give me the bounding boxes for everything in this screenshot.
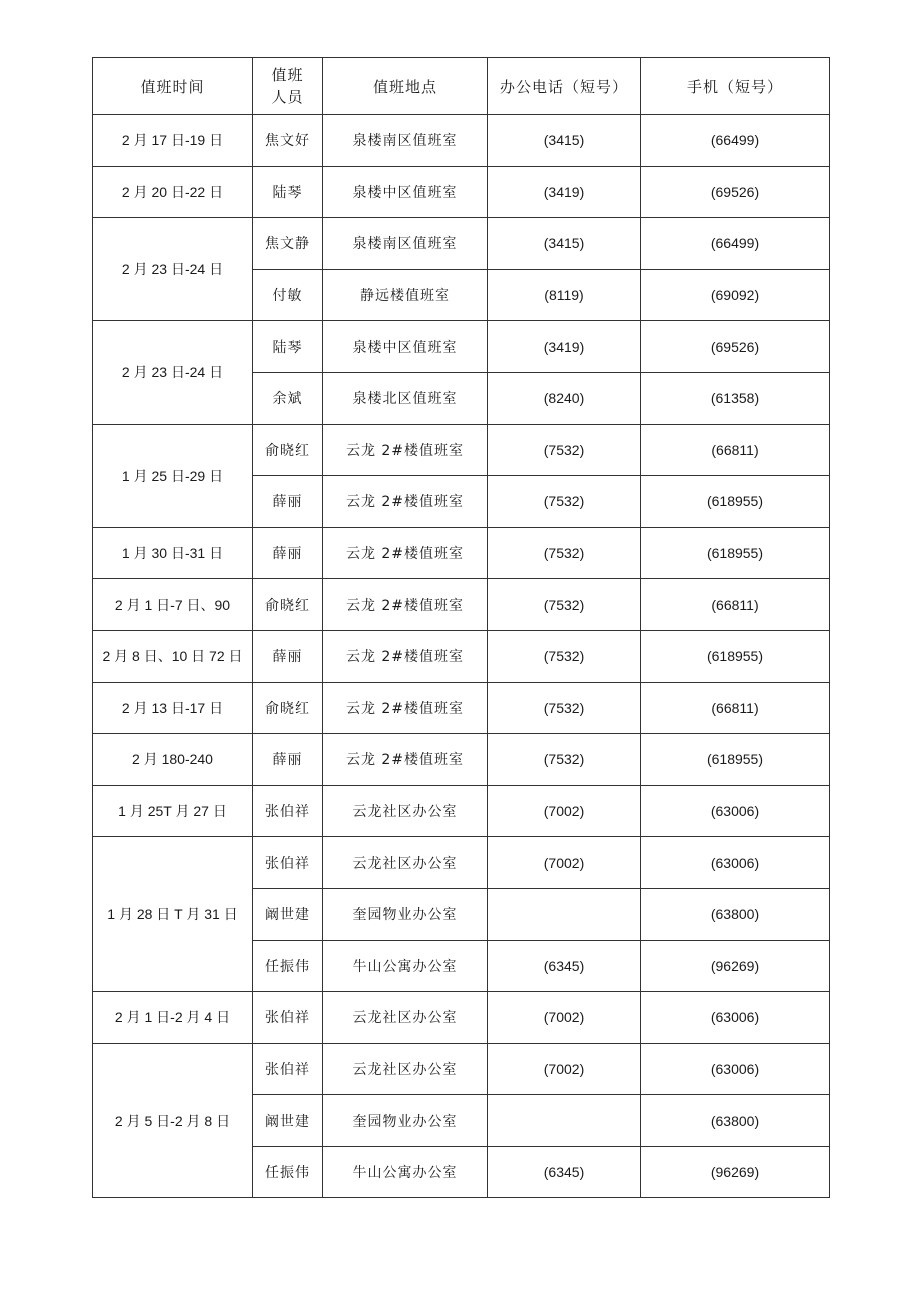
duty-location-cell: 云龙 2#楼值班室: [323, 682, 488, 734]
duty-location-cell: 云龙 2#楼值班室: [323, 527, 488, 579]
table-row: [93, 321, 830, 373]
table-row: [93, 682, 830, 734]
duty-time-cell: 2 月 1 日-7 日、90: [93, 579, 253, 631]
table-row: [93, 424, 830, 476]
duty-person-cell: 张伯祥: [253, 785, 323, 837]
duty-time-cell: 1 月 30 日-31 日: [93, 527, 253, 579]
office-phone-cell: (6345): [488, 1146, 641, 1198]
duty-location-cell: 泉楼中区值班室: [323, 321, 488, 373]
duty-location-cell: 牛山公寓办公室: [323, 940, 488, 992]
duty-location-cell: 奎园物业办公室: [323, 1095, 488, 1147]
mobile-cell: (66811): [641, 579, 830, 631]
duty-location-cell: 云龙社区办公室: [323, 785, 488, 837]
duty-location-cell: 泉楼北区值班室: [323, 372, 488, 424]
mobile-cell: (69092): [641, 269, 830, 321]
mobile-cell: (63006): [641, 837, 830, 889]
duty-person-cell: 俞晓红: [253, 424, 323, 476]
office-phone-cell: (7532): [488, 424, 641, 476]
office-phone-cell: (7532): [488, 579, 641, 631]
duty-time-cell: 2 月 180-240: [93, 734, 253, 786]
duty-time-cell: 2 月 1 日-2 月 4 日: [93, 992, 253, 1044]
mobile-cell: (96269): [641, 940, 830, 992]
duty-location-cell: 云龙 2#楼值班室: [323, 476, 488, 528]
duty-person-cell: 任振伟: [253, 1146, 323, 1198]
duty-time-cell: 2 月 23 日-24 日: [93, 218, 253, 321]
duty-person-cell: 陆琴: [253, 321, 323, 373]
duty-person-cell: 张伯祥: [253, 1043, 323, 1095]
table-row: [93, 837, 830, 889]
duty-person-cell: 陆琴: [253, 166, 323, 218]
duty-person-cell: 薛丽: [253, 734, 323, 786]
mobile-cell: (66499): [641, 218, 830, 270]
office-phone-cell: (7532): [488, 527, 641, 579]
table-row: [93, 992, 830, 1044]
mobile-cell: (69526): [641, 166, 830, 218]
office-phone-cell: (7002): [488, 837, 641, 889]
mobile-cell: (69526): [641, 321, 830, 373]
office-phone-cell: [488, 1095, 641, 1147]
duty-person-cell: 阚世建: [253, 1095, 323, 1147]
office-phone-cell: (6345): [488, 940, 641, 992]
duty-location-cell: 云龙 2#楼值班室: [323, 734, 488, 786]
mobile-cell: (66811): [641, 424, 830, 476]
duty-location-cell: 泉楼南区值班室: [323, 218, 488, 270]
duty-location-cell: 云龙社区办公室: [323, 992, 488, 1044]
duty-time-cell: 2 月 17 日-19 日: [93, 115, 253, 167]
header-duty-time: 值班时间: [93, 58, 253, 115]
table-row: [93, 1043, 830, 1095]
table-row: [93, 630, 830, 682]
header-duty-location: 值班地点: [323, 58, 488, 115]
duty-location-cell: 泉楼中区值班室: [323, 166, 488, 218]
duty-time-cell: 2 月 20 日-22 日: [93, 166, 253, 218]
header-duty-person-line1: 值班: [271, 66, 304, 84]
table-header: [93, 58, 830, 115]
header-office-phone: 办公电话（短号）: [488, 58, 641, 115]
office-phone-cell: (7532): [488, 734, 641, 786]
duty-location-cell: 云龙 2#楼值班室: [323, 579, 488, 631]
header-duty-person-line2: 人员: [271, 88, 304, 106]
duty-location-cell: 云龙社区办公室: [323, 837, 488, 889]
duty-person-cell: 付敏: [253, 269, 323, 321]
duty-person-cell: 薛丽: [253, 527, 323, 579]
header-mobile: 手机（短号）: [641, 58, 830, 115]
header-duty-person: [253, 58, 323, 115]
duty-time-cell: 1 月 25 日-29 日: [93, 424, 253, 527]
mobile-cell: (63006): [641, 992, 830, 1044]
duty-person-cell: 焦文静: [253, 218, 323, 270]
office-phone-cell: (8119): [488, 269, 641, 321]
duty-location-cell: 静远楼值班室: [323, 269, 488, 321]
mobile-cell: (66499): [641, 115, 830, 167]
office-phone-cell: (7002): [488, 992, 641, 1044]
office-phone-cell: (3415): [488, 218, 641, 270]
duty-time-cell: 1 月 28 日 T 月 31 日: [93, 837, 253, 992]
duty-person-cell: 俞晓红: [253, 682, 323, 734]
table-row: [93, 579, 830, 631]
mobile-cell: (96269): [641, 1146, 830, 1198]
table-row: [93, 218, 830, 270]
office-phone-cell: (8240): [488, 372, 641, 424]
duty-roster-table: [92, 57, 830, 1198]
duty-location-cell: 云龙社区办公室: [323, 1043, 488, 1095]
office-phone-cell: (7532): [488, 682, 641, 734]
duty-person-cell: 焦文好: [253, 115, 323, 167]
office-phone-cell: (7532): [488, 630, 641, 682]
duty-person-cell: 俞晓红: [253, 579, 323, 631]
duty-time-cell: 2 月 23 日-24 日: [93, 321, 253, 424]
duty-person-cell: 张伯祥: [253, 992, 323, 1044]
duty-location-cell: 牛山公寓办公室: [323, 1146, 488, 1198]
table-row: [93, 166, 830, 218]
duty-person-cell: 任振伟: [253, 940, 323, 992]
table-row: [93, 785, 830, 837]
duty-person-cell: 余斌: [253, 372, 323, 424]
duty-time-cell: 2 月 8 日、10 日 72 日: [93, 630, 253, 682]
duty-location-cell: 云龙 2#楼值班室: [323, 630, 488, 682]
office-phone-cell: (7002): [488, 785, 641, 837]
table-body: [93, 115, 830, 1198]
mobile-cell: (61358): [641, 372, 830, 424]
duty-person-cell: 薛丽: [253, 630, 323, 682]
duty-person-cell: 阚世建: [253, 888, 323, 940]
duty-time-cell: 2 月 5 日-2 月 8 日: [93, 1043, 253, 1198]
mobile-cell: (618955): [641, 476, 830, 528]
mobile-cell: (618955): [641, 734, 830, 786]
office-phone-cell: (3419): [488, 166, 641, 218]
office-phone-cell: (3415): [488, 115, 641, 167]
office-phone-cell: (3419): [488, 321, 641, 373]
mobile-cell: (63006): [641, 785, 830, 837]
duty-time-cell: 1 月 25T 月 27 日: [93, 785, 253, 837]
table-row: [93, 527, 830, 579]
mobile-cell: (63800): [641, 888, 830, 940]
mobile-cell: (618955): [641, 630, 830, 682]
duty-location-cell: 奎园物业办公室: [323, 888, 488, 940]
table-row: [93, 115, 830, 167]
duty-person-cell: 薛丽: [253, 476, 323, 528]
duty-person-cell: 张伯祥: [253, 837, 323, 889]
mobile-cell: (63006): [641, 1043, 830, 1095]
mobile-cell: (66811): [641, 682, 830, 734]
duty-time-cell: 2 月 13 日-17 日: [93, 682, 253, 734]
header-row: [93, 58, 830, 115]
office-phone-cell: (7002): [488, 1043, 641, 1095]
office-phone-cell: [488, 888, 641, 940]
office-phone-cell: (7532): [488, 476, 641, 528]
mobile-cell: (618955): [641, 527, 830, 579]
mobile-cell: (63800): [641, 1095, 830, 1147]
table-row: [93, 734, 830, 786]
duty-location-cell: 泉楼南区值班室: [323, 115, 488, 167]
duty-location-cell: 云龙 2#楼值班室: [323, 424, 488, 476]
